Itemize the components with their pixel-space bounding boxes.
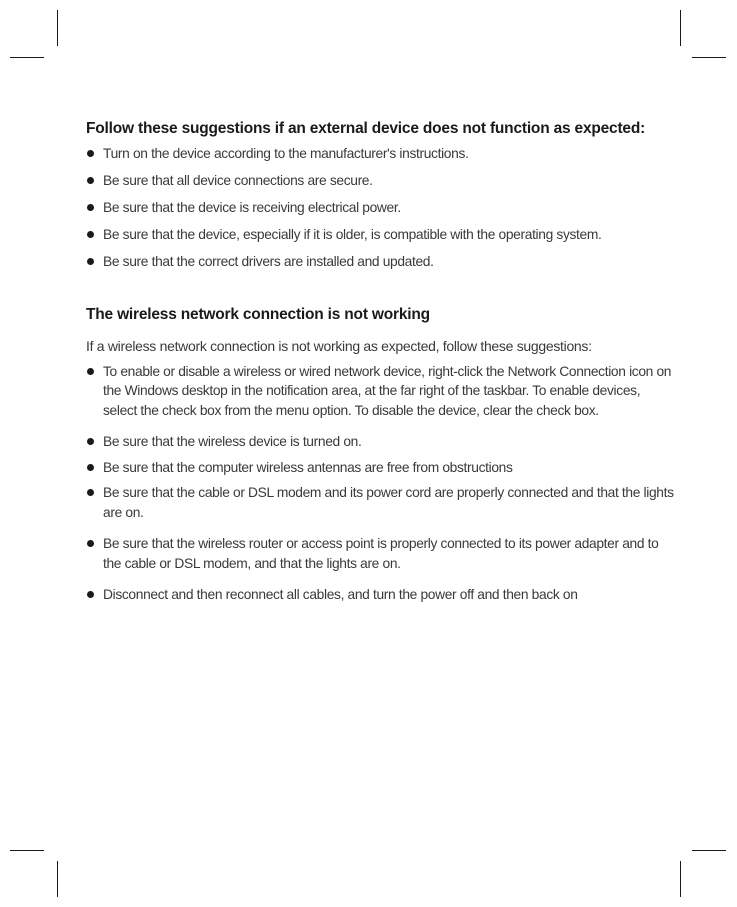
bullet-icon: [87, 540, 94, 547]
crop-mark-top-left-vertical: [57, 10, 58, 46]
list-item: Be sure that the computer wireless antennas are free from obstructions: [86, 458, 676, 478]
crop-mark-top-left-horizontal: [10, 57, 44, 58]
list-item: Disconnect and then reconnect all cables, and turn the power off and then back on: [86, 585, 676, 605]
list-item: Turn on the device according to the manufacturer's instructions.: [86, 144, 676, 164]
wireless-network-intro: If a wireless network connection is not working as expected, follow these suggestions:: [86, 337, 592, 354]
crop-mark-bottom-right-horizontal: [692, 850, 726, 851]
wireless-network-suggestion-list: [86, 362, 676, 605]
list-item: To enable or disable a wireless or wired network device, right-click the Network Connection icon on the Windows desktop in the notification area, at the far right of the taskbar. To enable devices, select the check box from the menu option. To disable the device, clear the check box.: [86, 362, 676, 421]
list-item: Be sure that the wireless device is turned on.: [86, 432, 676, 452]
crop-mark-top-right-vertical: [680, 10, 681, 46]
bullet-icon: [87, 489, 94, 496]
bullet-icon: [87, 150, 94, 157]
bullet-icon: [87, 258, 94, 265]
list-item: Be sure that the device is receiving electrical power.: [86, 198, 676, 218]
list-item: Be sure that the cable or DSL modem and its power cord are properly connected and that the lights are on.: [86, 483, 676, 522]
list-item: Be sure that the correct drivers are installed and updated.: [86, 252, 676, 272]
external-device-heading: Follow these suggestions if an external device does not function as expected:: [86, 120, 646, 137]
crop-mark-bottom-left-horizontal: [10, 850, 44, 851]
wireless-network-section: [86, 306, 676, 605]
crop-mark-bottom-left-vertical: [57, 861, 58, 897]
bullet-icon: [87, 177, 94, 184]
external-device-suggestion-list: [86, 144, 676, 272]
bullet-icon: [87, 591, 94, 598]
list-item: Be sure that all device connections are secure.: [86, 171, 676, 191]
crop-mark-bottom-right-vertical: [680, 861, 681, 897]
bullet-icon: [87, 438, 94, 445]
crop-mark-top-right-horizontal: [692, 57, 726, 58]
bullet-icon: [87, 231, 94, 238]
wireless-network-heading: The wireless network connection is not working: [86, 305, 430, 323]
list-item: Be sure that the device, especially if it is older, is compatible with the operating system.: [86, 225, 676, 245]
external-device-section: [86, 120, 676, 272]
list-item: Be sure that the wireless router or access point is properly connected to its power adapter and to the cable or DSL modem, and that the lights are on.: [86, 534, 676, 573]
bullet-icon: [87, 204, 94, 211]
bullet-icon: [87, 368, 94, 375]
page-content: [86, 120, 676, 611]
bullet-icon: [87, 464, 94, 471]
